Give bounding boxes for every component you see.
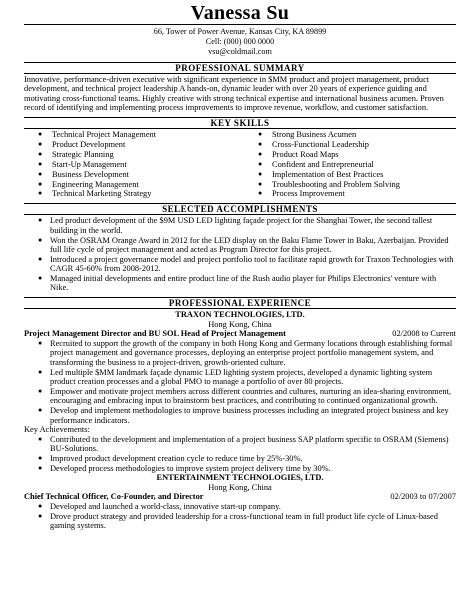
bullet-icon: ●	[38, 434, 43, 443]
job2-company: ENTERTAINMENT TECHNOLOGIES, LTD.	[156, 473, 324, 483]
skill-item: ● Technical Project Management	[38, 129, 157, 139]
accomplishment-item: ● Led product development of the $9M USD LED lighting façade project for the Shanghai Tower, the second tallest building in the world.	[38, 216, 433, 235]
contact-phone: Cell: (000) 000 0000	[205, 37, 275, 47]
contact-address: 66, Tower of Power Avenue, Kansas City, KA 89899	[153, 27, 327, 36]
job-bullet: ● Drove product strategy and provided leadership for a cross-functional team in full product life cycle of Linux-based gaming systems.	[38, 511, 438, 531]
bullet-icon: ●	[38, 216, 43, 225]
skill-item: ● Start-Up Management	[38, 159, 127, 169]
skills-column-2	[236, 130, 456, 199]
bullet-icon: ●	[258, 159, 263, 168]
bullet-icon: ●	[38, 149, 43, 158]
bullet-icon: ●	[258, 189, 263, 198]
bullet-icon: ●	[258, 169, 263, 178]
bullet-icon: ●	[38, 235, 43, 244]
accomplishment-item: ● Won the OSRAM Orange Award in 2012 for the LED display on the Baku Flame Tower in Baku, Azerbaijan. Provided full life cycle of project management and acted as Program Director for this project.	[38, 235, 449, 255]
bullet-icon: ●	[38, 129, 43, 138]
key-achievements-label: Key Achievements:	[24, 425, 90, 435]
skill-item: ● Engineering Management	[38, 179, 139, 189]
bullet-icon: ●	[38, 169, 43, 178]
bullet-icon: ●	[38, 254, 43, 263]
accomplishment-item: ● Introduced a project governance model and project portfolio tool to facilitate rapid growth for Traxon Technologies with CAGR 45-60% from 2008-2012.	[38, 254, 454, 274]
bullet-icon: ●	[38, 338, 43, 347]
bullet-icon: ●	[38, 139, 43, 148]
skill-item: ● Confident and Entrepreneurial	[258, 159, 374, 169]
bullet-icon: ●	[38, 463, 43, 472]
skill-item: ● Technical Marketing Strategy	[38, 189, 152, 199]
bullet-icon: ●	[258, 139, 263, 148]
skill-item: ● Troubleshooting and Problem Solving	[258, 179, 400, 189]
job1-achievements	[24, 435, 456, 473]
job-bullet: ● Led multiple $MM landmark façade dynamic LED lighting system projects, developed a dynamic lighting system product creation processes and a global PMO to manage a portfolio of over 80 projects.	[38, 367, 433, 387]
job-bullet: ● Developed and launched a world-class, innovative start-up company.	[38, 501, 281, 511]
job2-title: Chief Technical Officer, Co-Founder, and Director	[24, 492, 204, 502]
skill-item: ● Strong Business Acumen	[258, 129, 357, 139]
skill-item: ● Product Road Maps	[258, 149, 339, 159]
bullet-icon: ●	[258, 129, 263, 138]
bullet-icon: ●	[38, 367, 43, 376]
accomplishments-heading: SELECTED ACCOMPLISHMENTS	[24, 203, 456, 215]
skill-item: ● Product Development	[38, 139, 126, 149]
job-bullet: ● Empower and motivate project members across different countries and cultures, nurturing an idea-sharing environment, encouraging and embracing input to brainstorm best practices, and contributing to continued organizational growth.	[38, 386, 452, 406]
achievement-item: ● Developed process methodologies to improve system project delivery time by 30%.	[38, 463, 331, 473]
job1-location: Hong Kong, China	[208, 319, 272, 329]
job-bullet: ● Develop and implement methodologies to improve business processes including an integrated project business and key performance indicators.	[38, 406, 449, 425]
achievement-item: ● Improved product development creation cycle to reduce time by 25%-30%.	[38, 453, 303, 463]
skills-column-1	[36, 130, 236, 199]
accomplishment-item: ● Managed initial developments and entire product line of the Rush audio player for Philips Electronics' venture with Nike.	[38, 273, 437, 293]
bullet-icon: ●	[38, 189, 43, 198]
experience-heading: PROFESSIONAL EXPERIENCE	[24, 297, 456, 309]
job2-title-row	[24, 492, 456, 502]
skill-item: ● Cross-Functional Leadership	[258, 139, 369, 149]
job1-bullets	[24, 339, 456, 425]
name-divider	[24, 24, 456, 25]
bullet-icon: ●	[258, 149, 263, 158]
job1-title: Project Management Director and BU SOL Head of Project Management	[24, 329, 286, 339]
skill-item: ● Business Development	[38, 169, 129, 179]
summary-heading: PROFESSIONAL SUMMARY	[24, 62, 456, 74]
accomplishments-list	[24, 216, 456, 293]
bullet-icon: ●	[38, 453, 43, 462]
bullet-icon: ●	[38, 273, 43, 282]
job1-company: TRAXON TECHNOLOGIES, LTD.	[175, 310, 305, 320]
bullet-icon: ●	[38, 159, 43, 168]
bullet-icon: ●	[38, 179, 43, 188]
skill-item: ● Implementation of Best Practices	[258, 169, 384, 179]
skill-item: ● Process Improvement	[258, 189, 345, 199]
bullet-icon: ●	[38, 406, 43, 415]
job2-bullets	[24, 502, 456, 531]
achievement-item: ● Contributed to the development and implementation of a project business SAP platform specific to OSRAM (Siemens) BU-Solutions.	[38, 434, 449, 454]
bullet-icon: ●	[38, 501, 43, 510]
skill-item: ● Strategic Planning	[38, 149, 114, 159]
bullet-icon: ●	[258, 179, 263, 188]
job1-title-row	[24, 329, 456, 339]
bullet-icon: ●	[38, 386, 43, 395]
summary-text: Innovative, performance-driven executive with significant experience in $MM product and project management, product development, and technical project leadership A hands-on, dynamic leader with over 20 years of experience guiding and motivating cross-functional teams. Highly creative with strong technical expertise and international business acumen. Proven record of identifying and implementing process improvements to improve revenue, workflow, and customer satisfaction.	[24, 74, 444, 113]
contact-email[interactable]: vsu@coldmail.com	[208, 47, 272, 57]
job2-dates: 02/2003 to 07/2007	[390, 492, 456, 502]
job2-location: Hong Kong, China	[208, 482, 272, 492]
skills-list	[24, 130, 456, 199]
bullet-icon: ●	[38, 511, 43, 520]
candidate-name: Vanessa Su	[190, 2, 290, 24]
job-bullet: ● Recruited to support the growth of the company in both Hong Kong and Germany locations through establishing formal project management and governance processes, deploying an enterprise project portfolio management system, and transforming the business to a project-driven, growth-oriented culture.	[38, 338, 453, 368]
skills-heading: KEY SKILLS	[24, 117, 456, 129]
job1-dates: 02/2008 to Current	[392, 329, 456, 339]
